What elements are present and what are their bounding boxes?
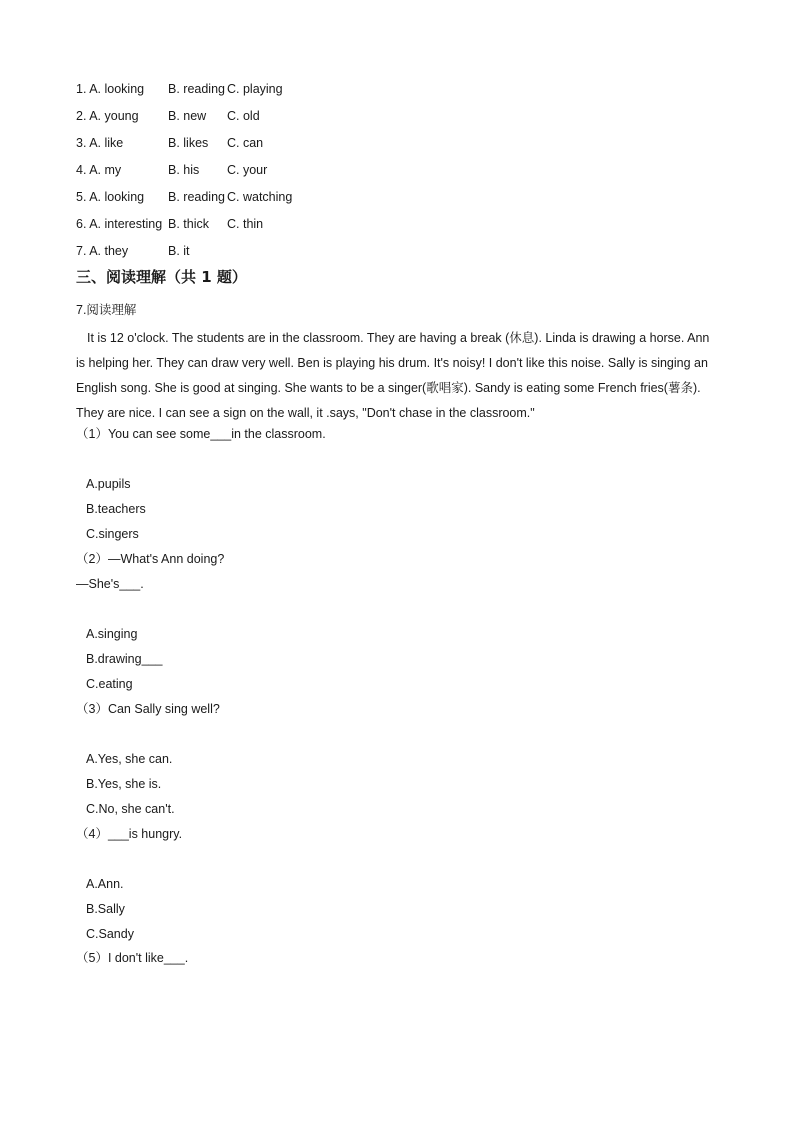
section-title: 三、阅读理解（共 1 题） (76, 268, 247, 286)
question-2-stem: （2）—What's Ann doing? (76, 552, 225, 566)
question-1-option-c: C.singers (86, 527, 139, 541)
option-a: 3. A. like (76, 136, 124, 150)
question-3-option-c: C.No, she can't. (86, 802, 175, 816)
option-c: C. watching (227, 190, 293, 204)
option-a: 6. A. interesting (76, 217, 163, 231)
option-a: 1. A. looking (76, 82, 145, 96)
option-c: C. old (227, 109, 260, 123)
question-3-option-b: B.Yes, she is. (86, 777, 162, 791)
option-c: C. can (227, 136, 264, 150)
option-b: B. thick (168, 217, 209, 231)
option-b: B. new (168, 109, 207, 123)
question-2-option-b: B.drawing___ (86, 652, 163, 666)
option-c: C. thin (227, 217, 264, 231)
question-3-stem: （3）Can Sally sing well? (76, 702, 220, 716)
option-b: B. his (168, 163, 200, 177)
question-title: 7.阅读理解 (76, 303, 137, 317)
option-a: 5. A. looking (76, 190, 145, 204)
option-b: B. likes (168, 136, 209, 150)
option-a: 4. A. my (76, 163, 122, 177)
question-2-answer-line: —She's___. (76, 577, 144, 591)
option-c: C. playing (227, 82, 283, 96)
question-4-option-a: A.Ann. (86, 877, 124, 891)
option-b: B. it (168, 244, 190, 258)
option-b: B. reading (168, 190, 225, 204)
option-a: 2. A. young (76, 109, 139, 123)
question-3-option-a: A.Yes, she can. (86, 752, 173, 766)
question-1-option-a: A.pupils (86, 477, 131, 491)
question-4-option-b: B.Sally (86, 902, 125, 916)
question-2-option-c: C.eating (86, 677, 133, 691)
option-a: 7. A. they (76, 244, 129, 258)
option-b: B. reading (168, 82, 225, 96)
question-2-option-a: A.singing (86, 627, 138, 641)
question-1-option-b: B.teachers (86, 502, 146, 516)
question-5-stem: （5）I don't like___. (76, 951, 189, 965)
question-4-stem: （4）___is hungry. (76, 827, 183, 841)
option-c: C. your (227, 163, 268, 177)
question-1-stem: （1）You can see some___in the classroom. (76, 427, 326, 441)
question-4-option-c: C.Sandy (86, 927, 134, 941)
reading-passage: It is 12 o'clock. The students are in the classroom. They are having a break (休息). Linda is drawing a horse. Ann is helping her. They can draw very well. Ben is playing his drum. It's noisy! I don't like this noise. Sally is singing an English song. She is good at singing. She wants to be a singer(歌唱家). Sandy is eating some French fries(薯条). They are nice. I can see a sign on the wall, it .says, "Don't chase in the classroom." (76, 331, 710, 420)
